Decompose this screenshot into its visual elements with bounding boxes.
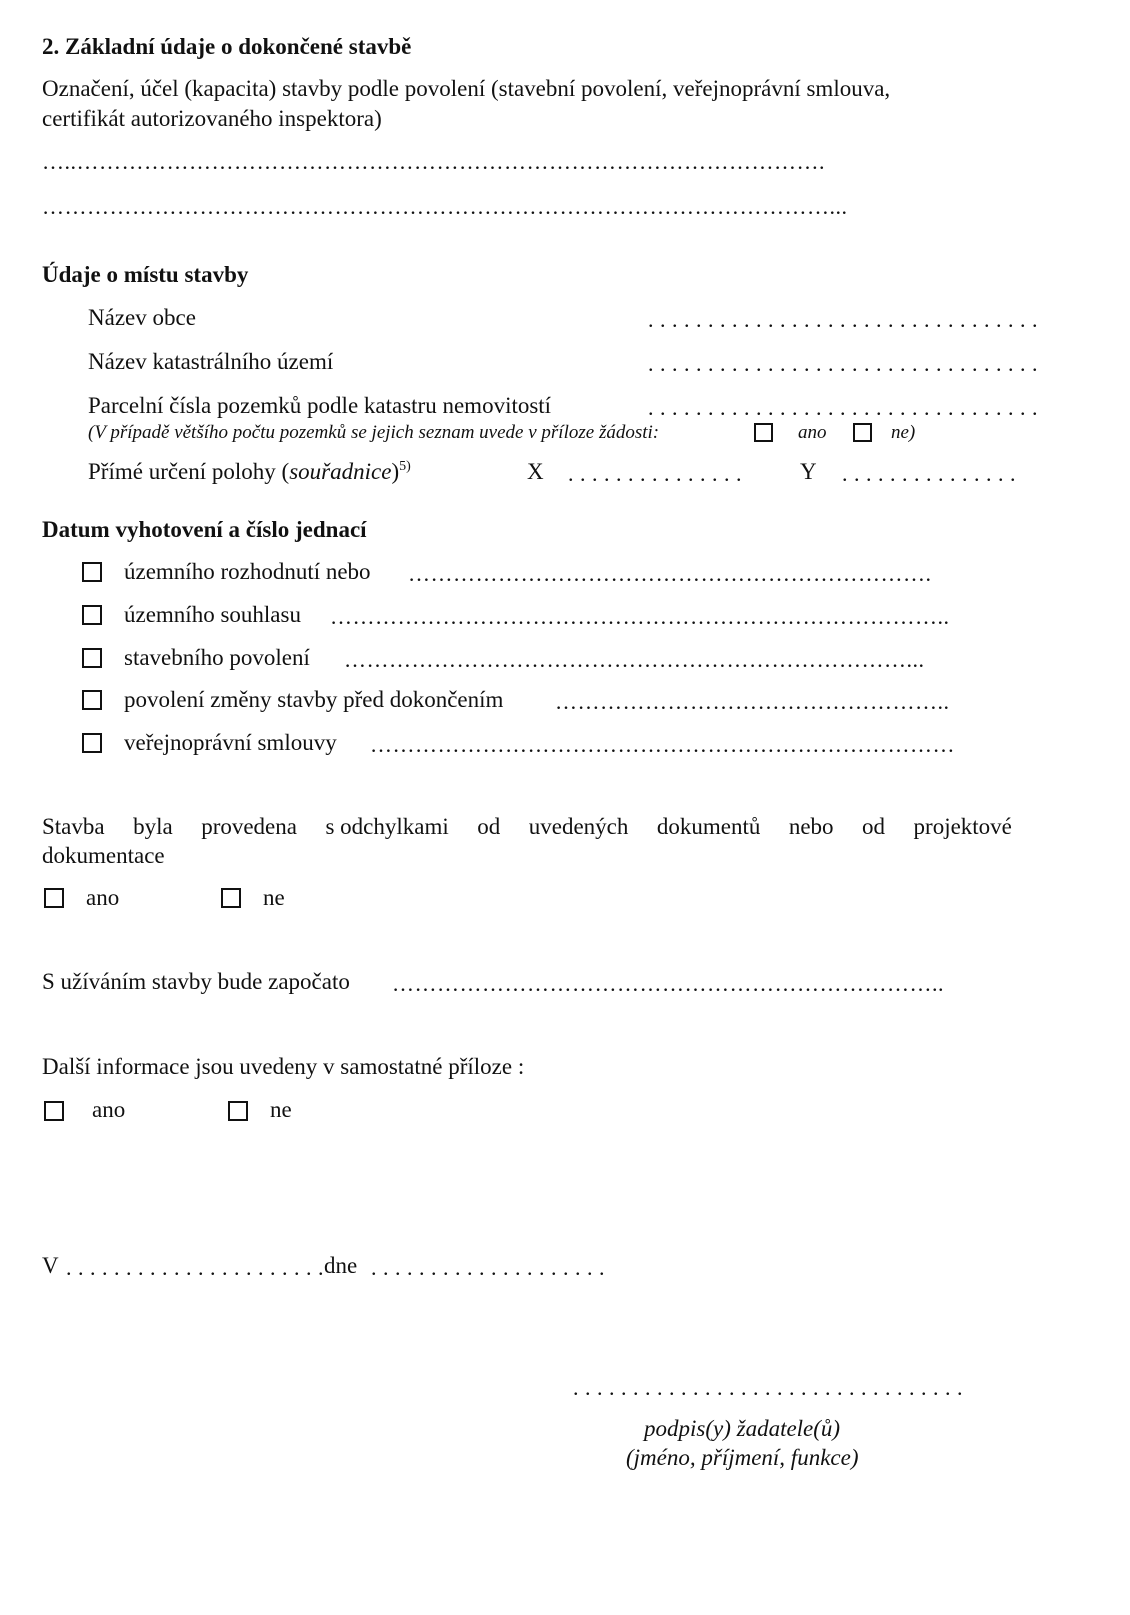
place-field[interactable]: . . . . . . . . . . . . . . . . . . . . . . bbox=[66, 1255, 324, 1280]
deviations-no-checkbox[interactable] bbox=[221, 888, 241, 908]
deviations-yes-checkbox[interactable] bbox=[44, 888, 64, 908]
signature-label: podpis(y) žadatele(ů) bbox=[644, 1416, 841, 1441]
decision-checkbox-building-permit[interactable] bbox=[82, 648, 102, 668]
designation-fill-line2[interactable]: ……………………………………………………………………………………………... bbox=[42, 194, 848, 219]
coords-label: Přímé určení polohy (souřadnice)$^{5)}$ bbox=[88, 459, 411, 484]
parcel-field[interactable]: . . . . . . . . . . . . . . . . . . . . . . . . . . . . . . . . . bbox=[648, 395, 1038, 420]
x-coordinate-field[interactable]: . . . . . . . . . . . . . . . bbox=[568, 461, 742, 486]
decision-checkbox-public-contract[interactable] bbox=[82, 733, 102, 753]
decision-heading: Datum vyhotovení a číslo jednací bbox=[42, 517, 367, 542]
parcel-list-no-label: ne) bbox=[891, 422, 916, 443]
decision-item-label: povolení změny stavby před dokončením bbox=[124, 687, 504, 712]
decision-item-label: územního rozhodnutí nebo bbox=[124, 559, 371, 584]
info-no-checkbox[interactable] bbox=[228, 1101, 248, 1121]
info-label: Další informace jsou uvedeny v samostatné příloze : bbox=[42, 1054, 525, 1079]
parcel-label: Parcelní čísla pozemků podle katastru nemovitostí bbox=[88, 393, 552, 418]
decision-item-label: stavebního povolení bbox=[124, 645, 310, 670]
designation-fill-line1[interactable]: …..………………………………………………………………………………………. bbox=[42, 149, 825, 174]
cadastral-field[interactable]: . . . . . . . . . . . . . . . . . . . . . . . . . . . . . . . . . bbox=[648, 351, 1038, 376]
usage-field[interactable]: ……………………………………………………………….. bbox=[392, 971, 944, 996]
signature-field[interactable]: . . . . . . . . . . . . . . . . . . . . . . . . . . . . . . . . . bbox=[573, 1375, 963, 1400]
info-no-label: ne bbox=[270, 1097, 292, 1122]
decision-item-field[interactable]: ……………………………………………………………………….. bbox=[330, 604, 950, 629]
parcel-list-yes-label: ano bbox=[798, 422, 827, 443]
y-label: Y bbox=[800, 459, 817, 484]
parcel-list-yes-checkbox[interactable] bbox=[754, 423, 773, 442]
deviations-text-line1: Stavba byla provedena s odchylkami od uvedených dokumentů nebo od projektové bbox=[42, 814, 1012, 839]
place-label: V bbox=[42, 1253, 59, 1278]
parcel-note: (V případě většího počtu pozemků se jejich seznam uvede v příloze žádosti: bbox=[88, 422, 660, 443]
signature-sublabel: (jméno, příjmení, funkce) bbox=[626, 1445, 859, 1470]
x-label: X bbox=[527, 459, 544, 484]
deviations-text-line2: dokumentace bbox=[42, 843, 165, 868]
deviations-no-label: ne bbox=[263, 885, 285, 910]
decision-checkbox-zoning-decision[interactable] bbox=[82, 562, 102, 582]
decision-item-field[interactable]: ……………………………………………………………. bbox=[408, 561, 932, 586]
municipality-field[interactable]: . . . . . . . . . . . . . . . . . . . . . . . . . . . . . . . . . bbox=[648, 307, 1038, 332]
cadastral-label: Název katastrálního území bbox=[88, 349, 334, 374]
usage-label: S užíváním stavby bude započato bbox=[42, 969, 350, 994]
info-yes-label: ano bbox=[92, 1097, 126, 1122]
designation-text-line1: Označení, účel (kapacita) stavby podle povolení (stavební povolení, veřejnoprávní smlouva, bbox=[42, 76, 891, 101]
decision-item-label: veřejnoprávní smlouvy bbox=[124, 730, 337, 755]
designation-text-line2: certifikát autorizovaného inspektora) bbox=[42, 106, 382, 131]
info-yes-checkbox[interactable] bbox=[44, 1101, 64, 1121]
decision-checkbox-zoning-consent[interactable] bbox=[82, 605, 102, 625]
decision-checkbox-change-permit[interactable] bbox=[82, 690, 102, 710]
section-heading: 2. Základní údaje o dokončené stavbě bbox=[42, 34, 412, 59]
deviations-yes-label: ano bbox=[86, 885, 120, 910]
site-heading: Údaje o místu stavby bbox=[42, 262, 249, 287]
decision-item-label: územního souhlasu bbox=[124, 602, 301, 627]
municipality-label: Název obce bbox=[88, 305, 196, 330]
decision-item-field[interactable]: …………………………………………………………………... bbox=[344, 647, 925, 672]
decision-item-field[interactable]: …………………………………………………………………… bbox=[370, 732, 955, 757]
footnote-ref: 5) bbox=[399, 459, 411, 474]
date-label: dne bbox=[324, 1253, 358, 1278]
parcel-list-no-checkbox[interactable] bbox=[853, 423, 872, 442]
y-coordinate-field[interactable]: . . . . . . . . . . . . . . . bbox=[842, 461, 1016, 486]
decision-item-field[interactable]: …………………………………………….. bbox=[555, 689, 950, 714]
date-field[interactable]: . . . . . . . . . . . . . . . . . . . . bbox=[371, 1255, 605, 1280]
